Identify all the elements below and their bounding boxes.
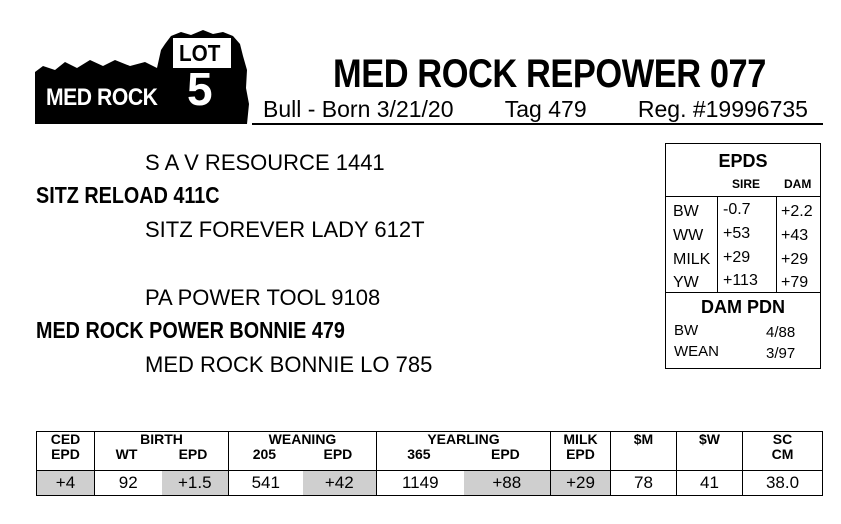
epd-col-dam: DAM [784, 177, 812, 191]
header-sm: $M [611, 432, 677, 471]
performance-header-row [37, 432, 823, 471]
value-weaning [229, 471, 377, 496]
tag-number: Tag 479 [504, 96, 587, 122]
epd-row-sire: +113 [723, 272, 758, 289]
performance-table [36, 431, 823, 496]
value-birth-wt: 92 [118, 473, 138, 492]
epd-row-sire: +53 [723, 225, 751, 242]
header-weaning: WEANING 205 EPD [229, 432, 377, 471]
value-ced: +4 [37, 471, 95, 496]
value-birth [95, 471, 229, 496]
performance-value-row [37, 471, 823, 496]
animal-name-title: MED ROCK REPOWER 077 [333, 52, 766, 96]
lot-label: LOT [179, 40, 221, 66]
dam-pdn-title: DAM PDN [701, 297, 785, 317]
value-milk: +29 [551, 471, 611, 496]
epd-row-label: WW [673, 227, 704, 244]
title-divider [252, 123, 823, 125]
header-sc: SC CM [743, 432, 823, 471]
dam-pdn-label: BW [674, 322, 699, 339]
value-sw: 41 [677, 471, 743, 496]
dam-pdn-value: 3/97 [766, 345, 796, 362]
value-wean-205: 541 [251, 473, 280, 492]
pedigree-sire: SITZ RELOAD 411C [36, 182, 220, 208]
pedigree-sire-dam: SITZ FOREVER LADY 612T [145, 217, 425, 242]
birth-info: Bull - Born 3/21/20 [263, 96, 454, 122]
header-birth: BIRTH WT EPD [95, 432, 229, 471]
epd-title: EPDS [718, 151, 768, 171]
epd-row-sire: -0.7 [723, 201, 751, 218]
header-sw: $W [677, 432, 743, 471]
dam-pdn-label: WEAN [674, 343, 719, 360]
pedigree-dam-dam: MED ROCK BONNIE LO 785 [145, 352, 433, 377]
value-year-365: 1149 [401, 473, 439, 492]
epd-row-label: MILK [673, 251, 711, 268]
value-sm: 78 [611, 471, 677, 496]
lot-number: 5 [187, 63, 213, 115]
epd-row-dam: +2.2 [781, 203, 813, 220]
value-sc: 38.0 [743, 471, 823, 496]
epd-row-dam: +79 [781, 274, 809, 291]
header-yearling: YEARLING 365 EPD [377, 432, 551, 471]
pedigree-sire-sire: S A V RESOURCE 1441 [145, 150, 385, 175]
value-birth-epd: +1.5 [162, 471, 229, 495]
animal-info-line [263, 96, 808, 123]
epd-row-label: YW [673, 274, 699, 291]
epd-col-sire: SIRE [732, 177, 761, 191]
registration-number: Reg. #19996735 [637, 96, 808, 122]
epd-row-dam: +29 [781, 251, 809, 268]
value-year-epd: +88 [464, 471, 551, 495]
dam-pdn-value: 4/88 [766, 324, 796, 341]
value-wean-epd: +42 [303, 471, 377, 495]
header-milk: MILK EPD [551, 432, 611, 471]
epd-row-sire: +29 [723, 249, 751, 266]
header-ced: CED EPD [37, 432, 95, 471]
epd-row-label: BW [673, 203, 699, 220]
logo-brand-text: MED ROCK [46, 84, 158, 111]
value-yearling [377, 471, 551, 496]
epd-divider [776, 196, 777, 293]
epd-row-dam: +43 [781, 227, 809, 244]
epd-divider [717, 196, 718, 293]
pedigree-dam: MED ROCK POWER BONNIE 479 [36, 317, 345, 343]
pedigree-dam-sire: PA POWER TOOL 9108 [145, 285, 381, 310]
